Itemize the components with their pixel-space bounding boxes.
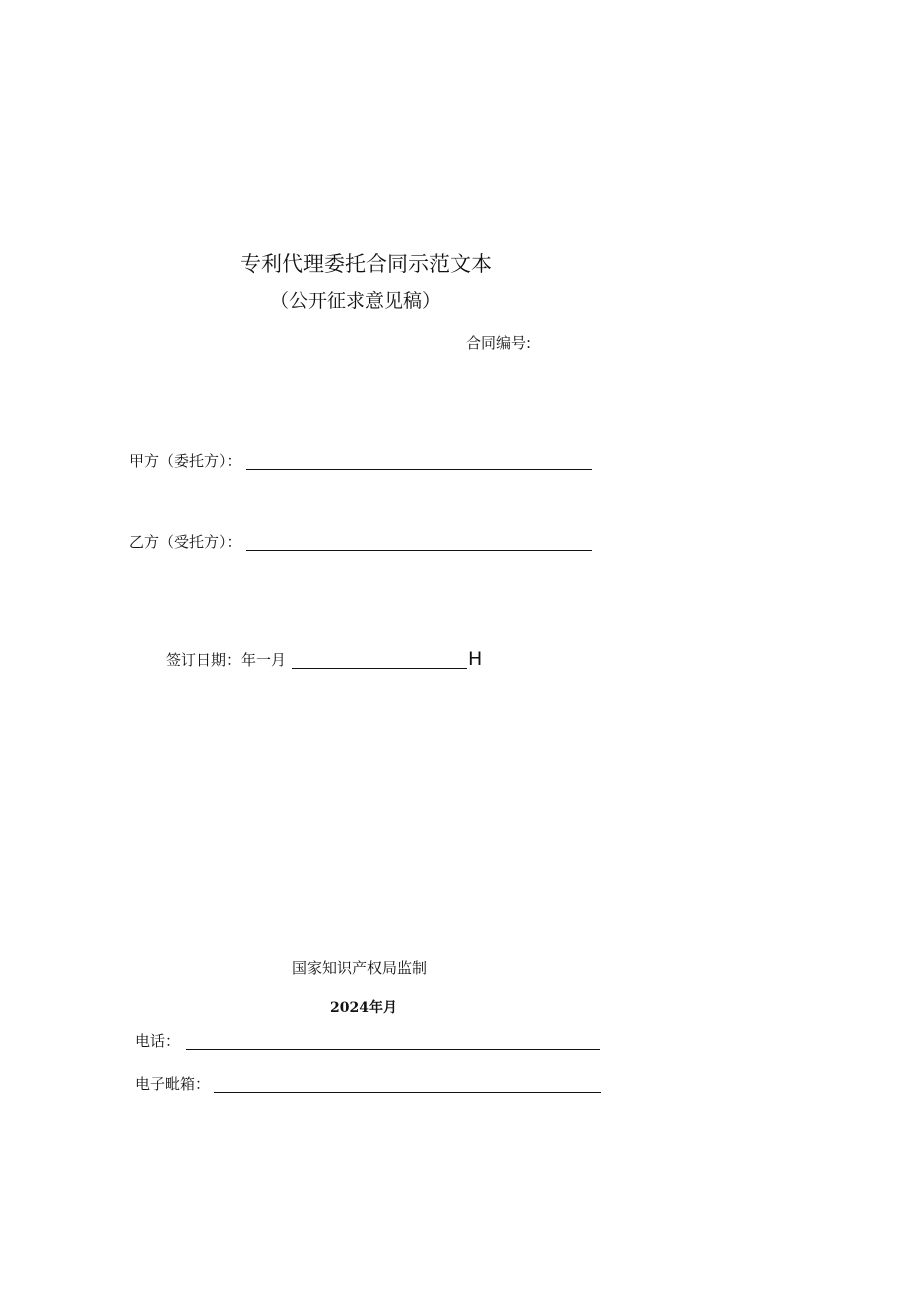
party-b-blank-line[interactable] bbox=[246, 536, 592, 551]
supervisor-label: 国家知识产权局监制 bbox=[292, 959, 428, 977]
party-a-blank-line[interactable] bbox=[246, 455, 592, 470]
phone-row bbox=[135, 1032, 600, 1050]
party-b-label: 乙方（受托方）： bbox=[129, 533, 242, 551]
party-a-label: 甲方（委托方）： bbox=[129, 452, 242, 470]
signing-date-row bbox=[166, 649, 482, 669]
signing-date-blank-line[interactable] bbox=[292, 654, 467, 669]
party-a-row bbox=[129, 452, 592, 470]
email-row bbox=[135, 1075, 601, 1093]
signing-date-label: 签订日期：年一月 bbox=[166, 651, 287, 669]
document-title: 专利代理委托合同示范文本 bbox=[240, 252, 492, 276]
phone-blank-line[interactable] bbox=[186, 1035, 600, 1050]
signing-date-suffix: H bbox=[468, 648, 483, 670]
phone-label: 电话： bbox=[135, 1032, 181, 1050]
email-label: 电子毗箱： bbox=[135, 1075, 211, 1093]
publish-year-month: 2024年月 bbox=[330, 1000, 397, 1016]
contract-number-label: 合同编号: bbox=[466, 334, 532, 352]
document-subtitle: （公开征求意见稿） bbox=[270, 290, 442, 312]
email-blank-line[interactable] bbox=[214, 1078, 601, 1093]
party-b-row bbox=[129, 533, 592, 551]
